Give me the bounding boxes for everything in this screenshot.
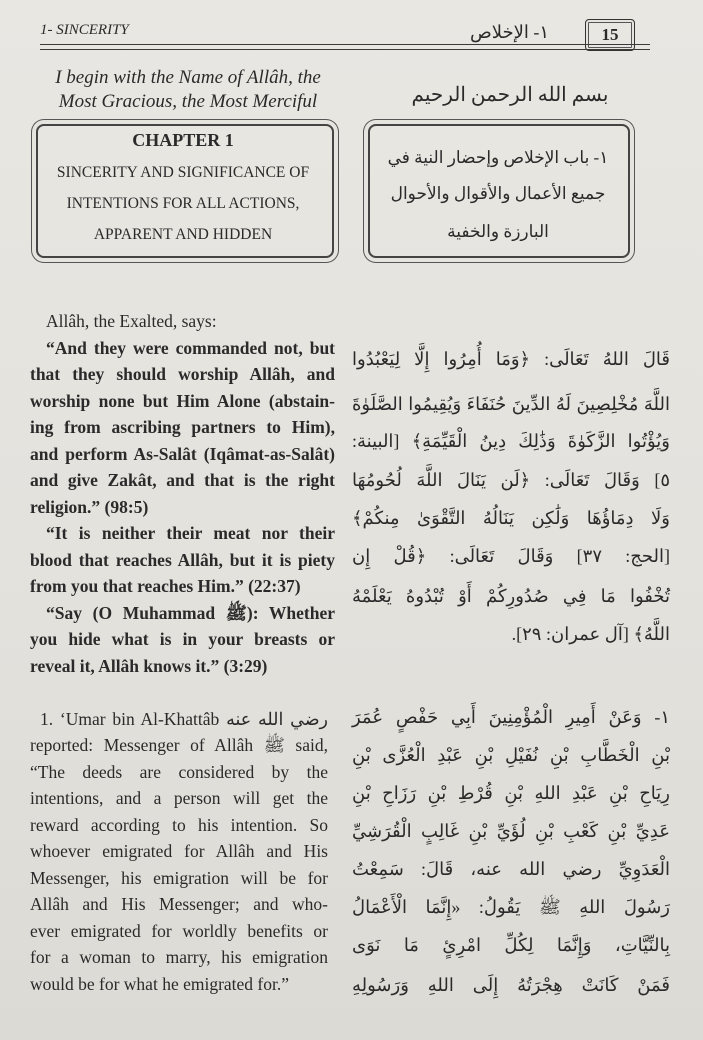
basmala-arabic: بسم الله الرحمن الرحيم — [411, 84, 609, 106]
english-line: worship none but Him Alone (abstain- — [30, 391, 335, 411]
arabic-line: وَلَا دِمَاؤُهَا وَلَٰكِن يَنَالُهُ التَّقْوَىٰ مِنكُمْ﴾ — [352, 508, 670, 528]
basmala-english-line-2: Most Gracious, the Most Merciful — [58, 91, 318, 112]
english-line: intentions, and a person will get the — [30, 788, 328, 808]
arabic-line: رَسُولَ اللهِ ﷺ يَقُولُ: «إِنَّمَا الْأَعْمَالُ — [352, 897, 670, 917]
english-line: Messenger, his emigration will be for — [30, 868, 328, 888]
english-line: would be for what he emigrated for.” — [30, 974, 290, 994]
english-line: “It is neither their meat nor their — [46, 523, 335, 543]
english-line: ing from ascribing partners to Him), — [30, 417, 335, 437]
arabic-line: بِالنِّيَّاتِ، وَإِنَّمَا لِكُلِّ امْرِئٍ مَا نَوَى — [352, 935, 670, 955]
english-line: religion.” (98:5) — [30, 497, 149, 517]
english-line: whoever emigrated for Allâh and His — [30, 841, 328, 861]
arabic-line: وَيُؤْتُوا الزَّكَوٰةَ وَذَٰلِكَ دِينُ الْقَيِّمَةِ﴾ [البينة: — [352, 431, 670, 451]
english-line: blood that reaches Allâh, but it is piety — [30, 550, 335, 570]
english-line: and give Zakât, and that is the right — [30, 470, 335, 490]
chapter-heading-line-3: APPARENT AND HIDDEN — [93, 226, 273, 243]
english-line: that they should worship Allâh, and — [30, 364, 335, 384]
arabic-line: اللَّهُ﴾ [آل عمران: ٢٩]. — [511, 624, 670, 644]
arabic-line: فَمَنْ كَانَتْ هِجْرَتُهُ إِلَى اللهِ وَرَسُولِهِ — [352, 975, 670, 995]
arabic-line: اللَّهَ مُخْلِصِينَ لَهُ الدِّينَ حُنَفَاءَ وَيُقِيمُوا الصَّلَوٰةَ — [352, 394, 670, 414]
chapter-heading-line-1: SINCERITY AND SIGNIFICANCE OF — [56, 164, 310, 181]
basmala-english-line-1: I begin with the Name of Allâh, the — [55, 67, 321, 88]
english-line: “The deeds are considered by the — [30, 762, 328, 782]
english-line: for a woman to marry, his emigration — [30, 947, 328, 967]
english-line: reported: Messenger of Allâh ﷺ said, — [30, 735, 328, 755]
arabic-line: عَدِيِّ بْنِ كَعْبِ بْنِ لُؤَيِّ بْنِ غَالِبٍ الْقُرَشِيِّ — [352, 821, 670, 841]
english-line: “And they were commanded not, but — [46, 338, 335, 358]
arabic-line: تُخْفُوا مَا فِي صُدُورِكُمْ أَوْ تُبْدُوهُ يَعْلَمْهُ — [352, 586, 670, 606]
chapter-heading-line-2: INTENTIONS FOR ALL ACTIONS, — [66, 195, 300, 212]
arabic-line: بْنِ الْخَطَّابِ بْنِ نُفَيْلِ بْنِ عَبْدِ الْعُزَّى بْنِ — [352, 745, 670, 765]
arabic-line: ١- وَعَنْ أَمِيرِ الْمُؤْمِنِينَ أَبِي حَفْصٍ عُمَرَ — [352, 707, 670, 727]
english-line: reward according to his intention. So — [30, 815, 328, 835]
chapter-title: CHAPTER 1 — [132, 130, 234, 150]
chapter-heading-arabic-line-3: البارزة والخفية — [447, 222, 549, 241]
arabic-line: قَالَ اللهُ تَعَالَى: ﴿وَمَا أُمِرُوا إِلَّا لِيَعْبُدُوا — [352, 349, 670, 369]
header-rule — [40, 44, 650, 45]
header-rule-secondary — [40, 49, 650, 50]
english-line: Allâh, the Exalted, says: — [46, 311, 217, 331]
english-line: 1. ‘Umar bin Al-Khattâb رضي الله عنه — [40, 709, 329, 729]
arabic-line: ٥] وَقَالَ تَعَالَى: ﴿لَن يَنَالَ اللَّهَ لُحُومُهَا — [352, 470, 670, 490]
english-line: you hide what is in your breasts or — [30, 629, 335, 649]
running-header-english: 1- SINCERITY — [40, 22, 129, 38]
english-line: “Say (O Muhammad ﷺ): Whether — [46, 603, 335, 623]
basmala-english — [38, 66, 338, 114]
english-line: from you that reaches Him.” (22:37) — [30, 576, 301, 596]
running-header-arabic: ١- الإخلاص — [470, 22, 550, 42]
arabic-line: الْعَدَوِيِّ رضي الله عنه، قَالَ: سَمِعْتُ — [352, 859, 670, 879]
chapter-heading-arabic-line-2: جميع الأعمال والأقوال والأحوال — [390, 184, 606, 203]
chapter-heading-arabic-line-1: ١- باب الإخلاص وإحضار النية في — [387, 148, 609, 167]
english-line: reveal it, Allâh knows it.” (3:29) — [30, 656, 268, 676]
english-line: and perform As-Salât (Iqâmat-as-Salât) — [30, 444, 335, 464]
arabic-line: رِيَاحِ بْنِ عَبْدِ اللهِ بْنِ قُرْطِ بْنِ رَزَاحِ بْنِ — [352, 783, 670, 803]
page-number: 15 — [585, 19, 635, 51]
arabic-line: [الحج: ٣٧] وَقَالَ تَعَالَى: ﴿قُلْ إِن — [352, 546, 670, 566]
english-line: Allâh and His Messenger; and who- — [30, 894, 328, 914]
english-line: ever emigrated for worldly benefits or — [30, 921, 328, 941]
